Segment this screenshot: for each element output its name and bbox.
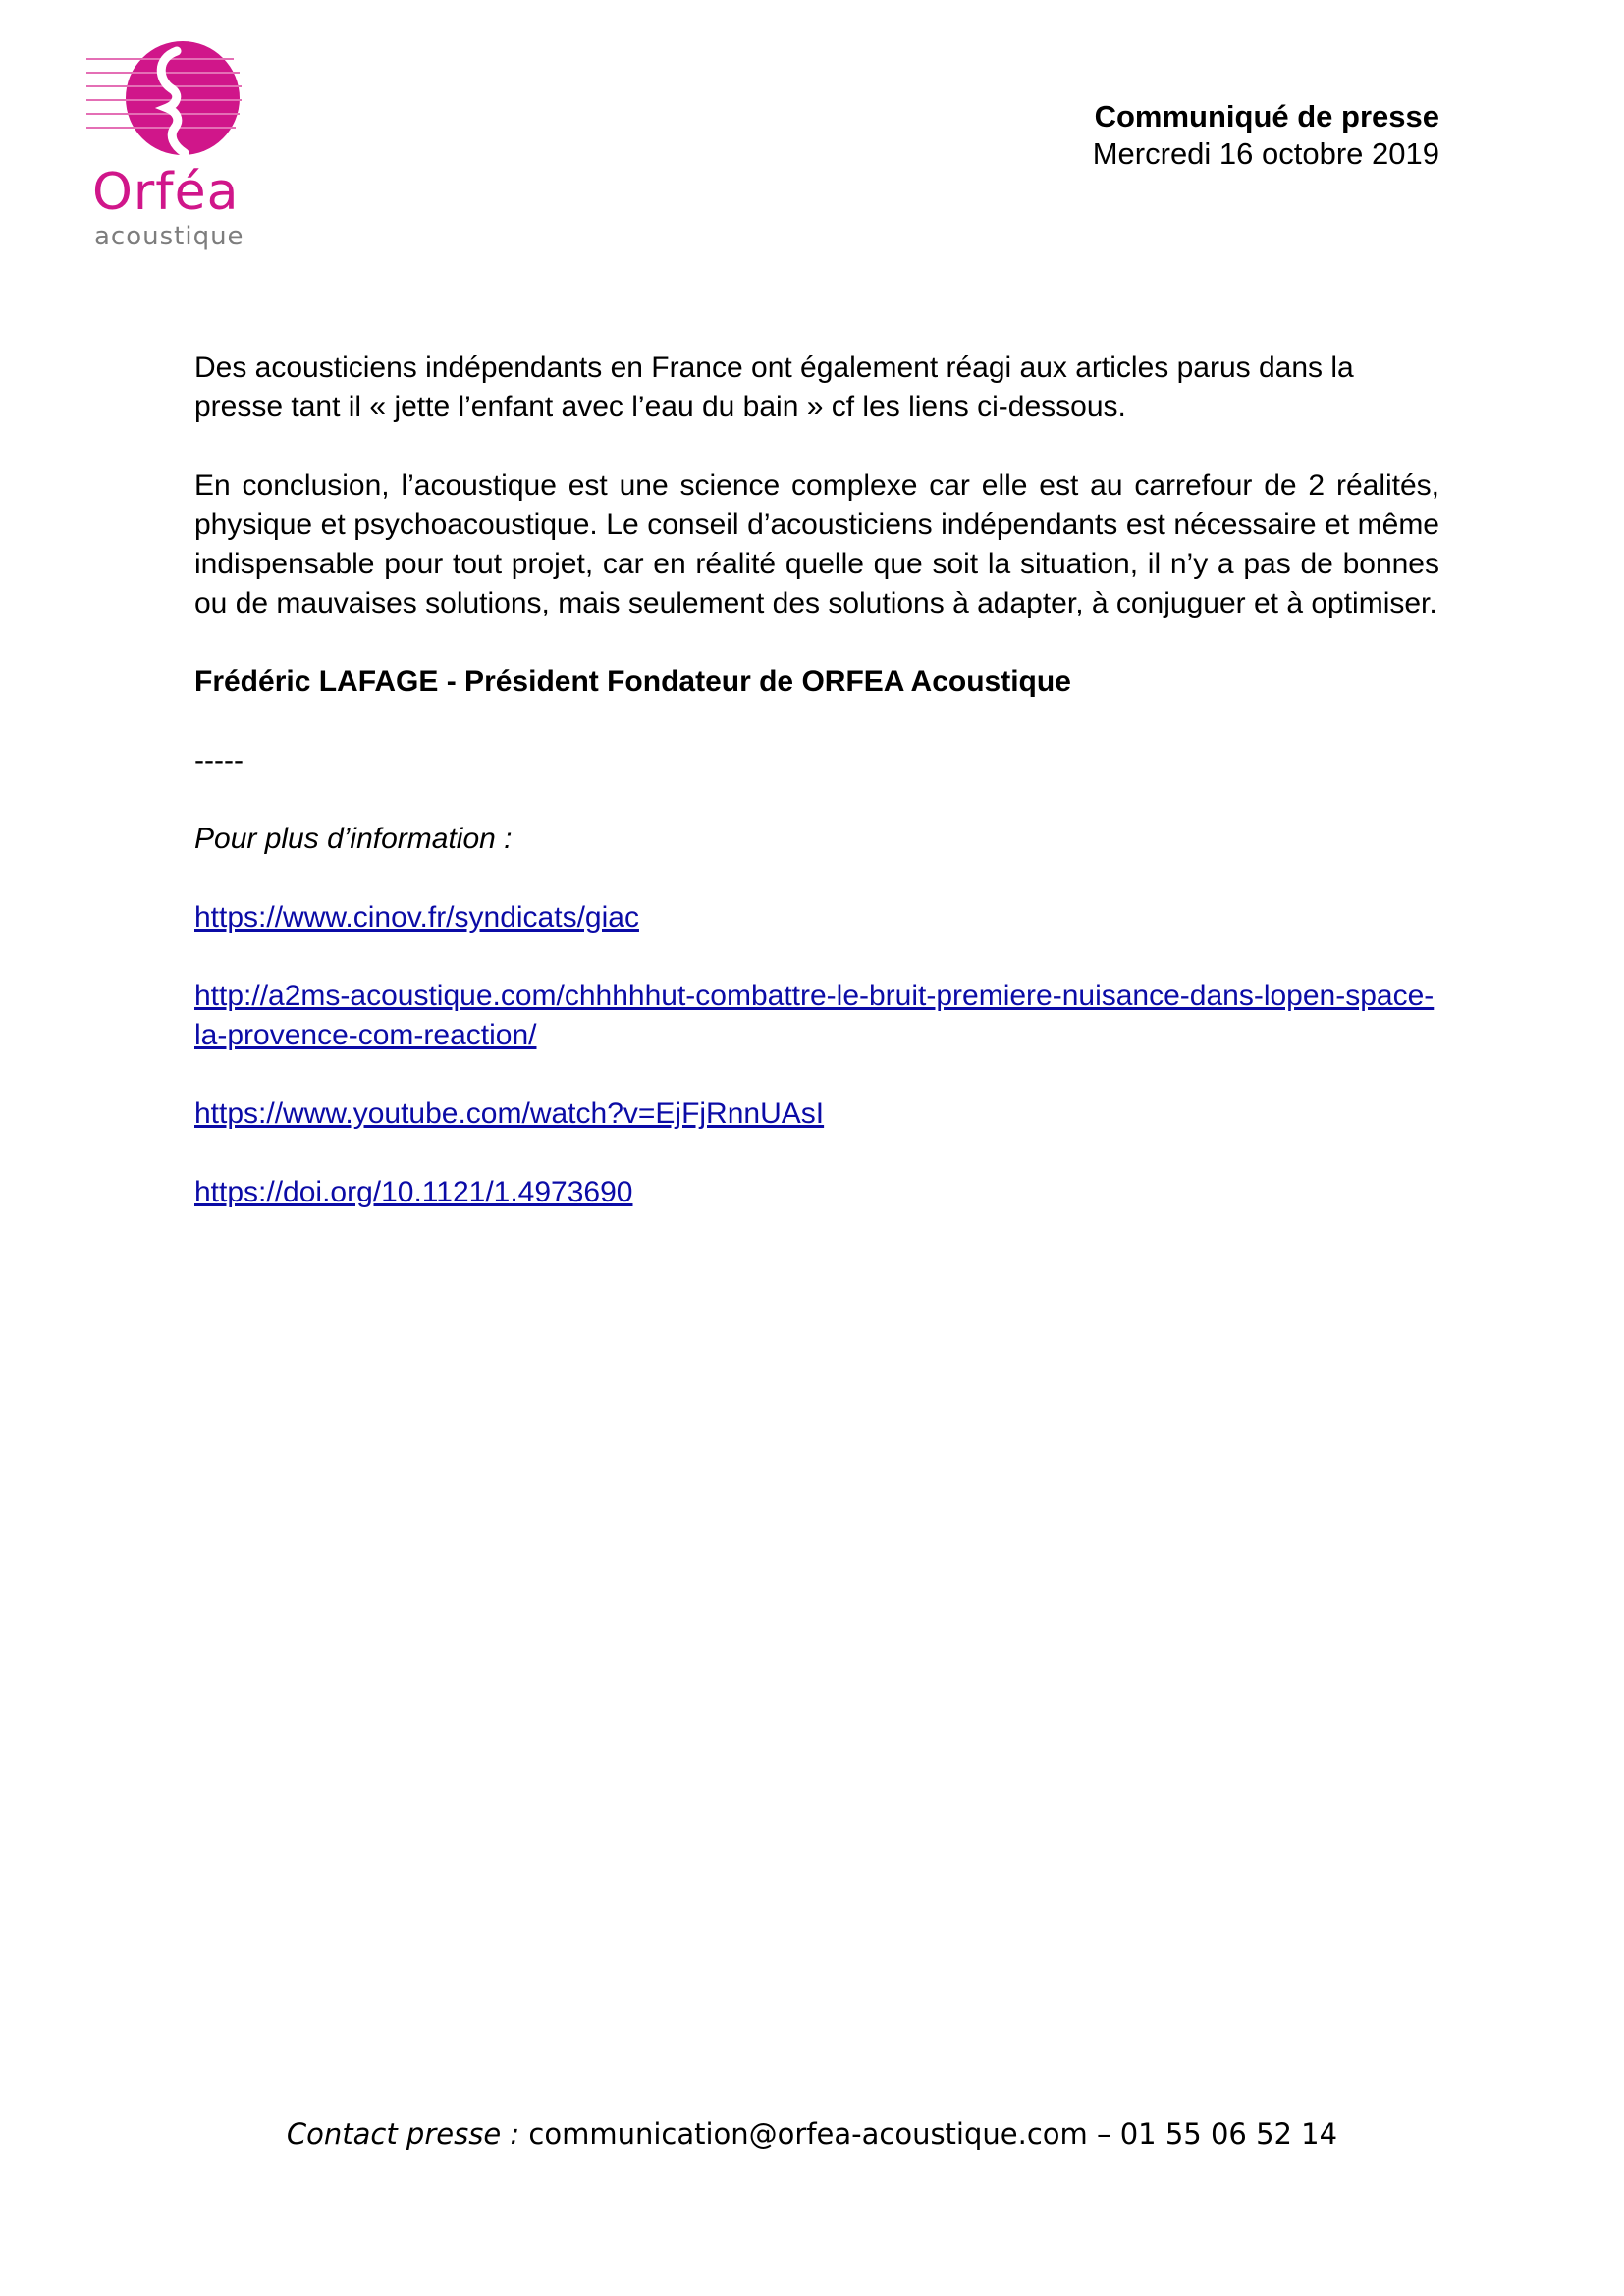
brand-name: Orféa — [92, 163, 240, 222]
paragraph: En conclusion, l’acoustique est une science complexe car elle est au carrefour de 2 réalités, physique et psychoacoustique. Le conseil d’acousticiens indépendants est nécessaire et même indispensable pour tout projet, car en réalité quelle que soit la situation, il n’y a pas de bonnes ou de mauvaises solutions, mais seulement des solutions à adapter, à conjuguer et à optimiser. — [194, 469, 1439, 619]
document-date: Mercredi 16 octobre 2019 — [1092, 136, 1439, 171]
signature: Frédéric LAFAGE - Président Fondateur de ORFEA Acoustique — [194, 666, 1071, 698]
orfea-logo-icon — [86, 37, 259, 165]
contact-text: communication@orfea-acoustique.com – 01 55 06 52 14 — [528, 2117, 1338, 2151]
footer-contact — [0, 2114, 1624, 2154]
document-title: Communiqué de presse — [1094, 99, 1439, 133]
more-info-label: Pour plus d’information : — [194, 823, 513, 855]
brand-tagline: acoustique — [94, 222, 244, 251]
link-youtube[interactable]: https://www.youtube.com/watch?v=EjFjRnnUAsI — [194, 1097, 825, 1130]
orfea-logo — [86, 37, 259, 259]
document-body — [194, 348, 1439, 1252]
separator: ----- — [194, 744, 244, 776]
link-a2ms[interactable]: http://a2ms-acoustique.com/chhhhhut-combattre-le-bruit-premiere-nuisance-dans-lopen-space-la-provence-com-reaction/ — [194, 980, 1435, 1051]
contact-label: Contact presse : — [286, 2117, 520, 2151]
paragraph: Des acousticiens indépendants en France ont également réagi aux articles parus dans la presse tant il « jette l’enfant avec l’eau du bain » cf les liens ci-dessous. — [194, 351, 1354, 423]
link-cinov[interactable]: https://www.cinov.fr/syndicats/giac — [194, 901, 639, 934]
document-header — [1093, 98, 1439, 173]
link-doi[interactable]: https://doi.org/10.1121/1.4973690 — [194, 1176, 633, 1208]
